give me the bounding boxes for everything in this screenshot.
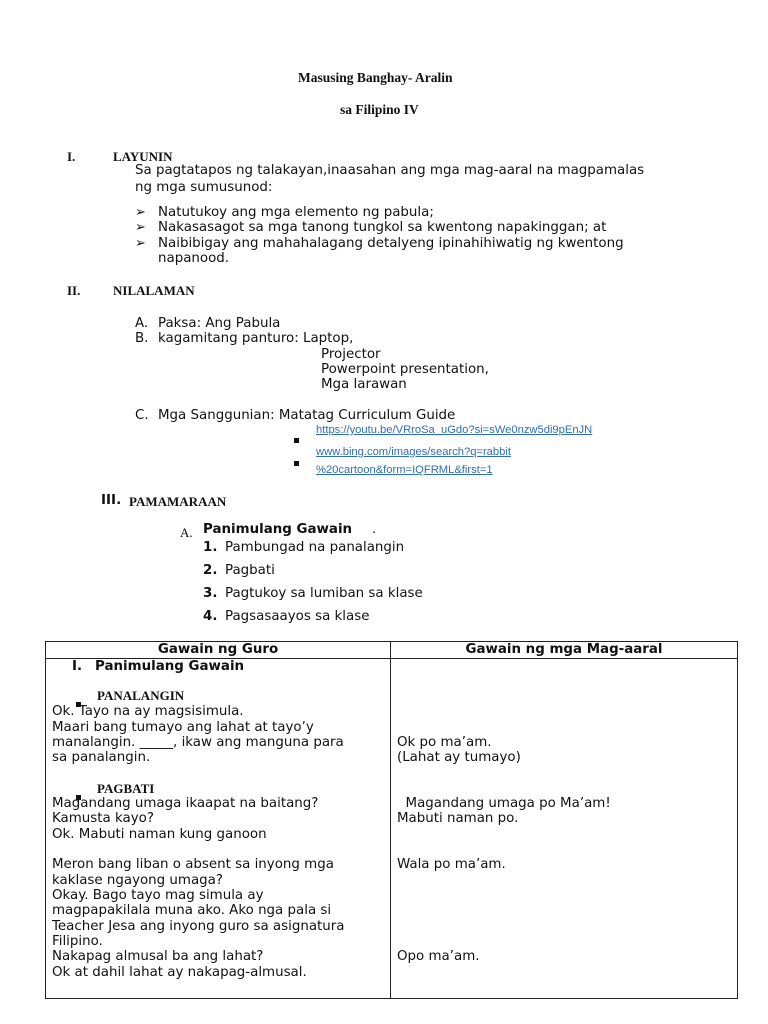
layunin-intro-line-2: ng mga sumusunod: [135,180,273,195]
teacher-line: Nakapag almusal ba ang lahat? [52,949,264,964]
section-number-layunin: I. [67,149,76,164]
material-item: Powerpoint presentation, [321,362,489,377]
section-number-pamamaraan: III. [101,492,122,508]
step-number: 1. [203,540,218,555]
objective-item: Nakasasagot sa mga tanong tungkol sa kwentong napakinggan; at [158,220,607,235]
student-line: (Lahat ay tumayo) [397,750,521,765]
heading-period: . [372,522,377,537]
pagbati-label: PAGBATI [97,781,155,796]
step-number: 4. [203,609,218,624]
document-title: Masusing Banghay- Aralin [298,70,453,85]
column-header-guro: Gawain ng Guro [46,642,391,659]
layunin-intro-line-1: Sa pagtatapos ng talakayan,inaasahan ang mga mag-aaral na magpamalas [135,163,645,178]
teacher-activities-cell [46,659,391,999]
step-text: Pambungad na panalangin [225,540,405,555]
student-line: Wala po ma’am. [397,857,506,872]
section-heading-pamamaraan: PAMAMARAAN [129,494,227,509]
table-section-title: Panimulang Gawain [95,659,245,674]
section-heading-nilalaman: NILALAMAN [113,283,195,298]
teacher-line: kaklase ngayong umaga? [52,873,223,888]
material-item: Projector [321,347,381,362]
list-letter: B. [135,331,149,346]
paksa-text: Paksa: Ang Pabula [158,316,281,331]
student-line: Opo ma’am. [397,949,480,964]
teacher-line: Okay. Bago tayo mag simula ay [52,888,264,903]
objective-item: Naibibigay ang mahahalagang detalyeng ipinahihiwatig ng kwentong [158,236,624,251]
student-line: Magandang umaga po Ma’am! [397,796,611,811]
teacher-line: Ok. Tayo na ay magsisimula. [52,704,244,719]
square-bullet-icon [294,428,299,447]
teacher-line: Ok at dahil lahat ay nakapag-almusal. [52,965,307,980]
section-heading-layunin: LAYUNIN [113,149,173,164]
panimulang-gawain-heading: Panimulang Gawain [203,522,353,537]
reference-link-bing[interactable]: www.bing.com/images/search?q=rabbit [316,446,511,458]
step-number: 2. [203,563,218,578]
teacher-line: Ok. Mabuti naman kung ganoon [52,827,267,842]
teacher-line: Meron bang liban o absent sa inyong mga [52,857,334,872]
step-text: Pagbati [225,563,275,578]
student-line: Ok po ma’am. [397,735,492,750]
teacher-line: sa panalangin. [52,750,151,765]
objective-item: Natutukoy ang mga elemento ng pabula; [158,205,434,220]
teacher-line: manalangin. _____, ikaw ang manguna para [52,735,344,750]
table-section-number: I. [72,659,83,674]
lesson-plan-table [45,641,738,999]
column-header-magaaral: Gawain ng mga Mag-aaral [391,642,738,659]
teacher-line: Teacher Jesa ang inyong guro sa asignatura [52,919,345,934]
list-letter: A. [180,525,193,540]
material-item: Mga larawan [321,377,407,392]
step-number: 3. [203,586,218,601]
document-subtitle: sa Filipino IV [340,102,419,117]
student-line: Mabuti naman po. [397,811,519,826]
list-letter: C. [135,408,149,423]
step-text: Pagsasaayos sa klase [225,609,370,624]
square-bullet-icon [294,451,299,470]
teacher-line: magpapakilala muna ako. Ako nga pala si [52,903,332,918]
section-number-nilalaman: II. [67,283,81,298]
objective-item-continuation: napanood. [158,251,230,266]
arrow-bullet-icon: ➢ [135,205,146,220]
teacher-line: Maari bang tumayo ang lahat at tayo’y [52,720,314,735]
references-text: Mga Sanggunian: Matatag Curriculum Guide [158,408,456,423]
arrow-bullet-icon: ➢ [135,236,146,251]
materials-text: kagamitang panturo: Laptop, [158,331,354,346]
panalangin-label: PANALANGIN [97,688,185,703]
reference-link-youtube[interactable]: https://youtu.be/VRroSa_uGdo?si=sWe0nzw5di9pEnJN [316,424,593,436]
student-activities-cell [391,659,738,999]
teacher-line: Filipino. [52,934,103,949]
list-letter: A. [135,316,149,331]
step-text: Pagtukoy sa lumiban sa klase [225,586,423,601]
reference-link-bing-continuation[interactable]: %20cartoon&form=IQFRML&first=1 [316,464,493,476]
teacher-line: Magandang umaga ikaapat na baitang? [52,796,319,811]
teacher-line: Kamusta kayo? [52,811,154,826]
arrow-bullet-icon: ➢ [135,220,146,235]
